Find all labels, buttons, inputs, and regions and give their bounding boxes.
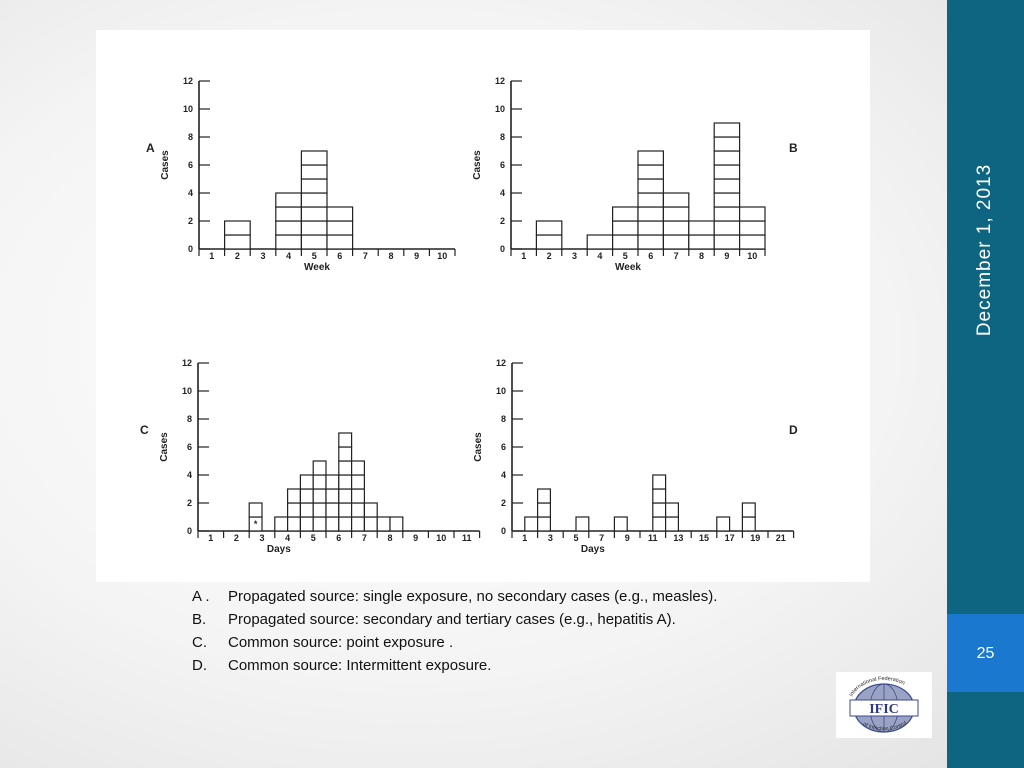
y-tick-label: 12 (181, 358, 192, 368)
y-tick-label: 6 (187, 160, 193, 170)
x-tick-label: 5 (573, 533, 579, 543)
y-tick-label: 12 (182, 76, 193, 86)
x-tick-label: 11 (462, 533, 472, 543)
bar-cell (276, 221, 302, 235)
bar-cell (352, 489, 365, 503)
y-tick-label: 4 (186, 470, 192, 480)
bar-cell (638, 207, 663, 221)
bar-cell (300, 475, 313, 489)
bar-cell (352, 517, 365, 531)
x-tick-label: 6 (648, 251, 654, 261)
x-tick-label: 7 (362, 251, 368, 261)
bar-cell (288, 517, 301, 531)
bar-cell (714, 179, 739, 193)
y-tick-label: 2 (500, 498, 506, 508)
bar-cell (614, 517, 627, 531)
caption-c: C. Common source: point exposure . (192, 634, 454, 651)
bar-cell (536, 235, 561, 249)
bar-cell (740, 207, 765, 221)
x-tick-label: 3 (571, 251, 578, 261)
x-tick-label: 7 (361, 533, 367, 543)
y-tick-label: 2 (499, 216, 505, 226)
bar-cell (276, 193, 302, 207)
x-tick-label: 10 (436, 533, 447, 543)
caption-a: A . Propagated source: single exposure, no secondary cases (e.g., measles). (192, 588, 718, 605)
bar-cell (327, 221, 353, 235)
annotation-label: * (253, 519, 258, 529)
x-tick-label: 4 (597, 251, 603, 261)
y-tick-label: 6 (499, 160, 505, 170)
y-tick-label: 2 (186, 498, 192, 508)
bar-cell (740, 221, 765, 235)
bar-cell (288, 503, 301, 517)
bar-cell (663, 207, 688, 221)
bar-cell (301, 179, 327, 193)
y-tick-label: 10 (181, 386, 192, 396)
bar-cell (301, 235, 327, 249)
caption-b: B. Propagated source: secondary and tertiary cases (e.g., hepatitis A). (192, 611, 676, 628)
bar-cell (300, 517, 313, 531)
y-tick-label: 0 (187, 244, 193, 254)
bar-cell (301, 165, 327, 179)
bar-cell (313, 461, 326, 475)
y-axis-title: Cases (473, 432, 484, 462)
bar-cell (638, 235, 663, 249)
x-tick-label: 3 (259, 533, 265, 543)
bar-cell (275, 517, 288, 531)
bar-cell (249, 503, 262, 517)
bar-cell (714, 165, 739, 179)
y-tick-label: 6 (186, 442, 192, 452)
bar-cell (276, 207, 302, 221)
bar-cell (714, 235, 739, 249)
x-tick-label: 8 (387, 533, 393, 543)
x-tick-label: 1 (208, 533, 214, 543)
y-tick-label: 6 (500, 442, 506, 452)
bar-cell (339, 461, 352, 475)
bar-cell (742, 517, 755, 531)
x-tick-label: 8 (698, 251, 705, 261)
y-axis-title: Cases (472, 150, 483, 180)
y-tick-label: 0 (499, 244, 505, 254)
bar-cell (740, 235, 765, 249)
x-tick-label: 5 (311, 251, 317, 261)
x-tick-label: 1 (522, 533, 528, 543)
bar-cell (653, 475, 666, 489)
bar-cell (638, 193, 663, 207)
x-axis-title: Week (615, 262, 641, 273)
bar-cell (326, 475, 339, 489)
bar-cell (689, 235, 714, 249)
globe-logo-icon (836, 672, 932, 738)
bar-cell (653, 517, 666, 531)
bar-cell (339, 517, 352, 531)
bar-cell (313, 517, 326, 531)
bar-cell (327, 235, 353, 249)
y-tick-label: 0 (186, 526, 192, 536)
x-tick-label: 7 (599, 533, 605, 543)
bar-cell (714, 207, 739, 221)
bar-cell (364, 517, 377, 531)
x-tick-label: 9 (624, 533, 630, 543)
y-tick-label: 8 (500, 414, 506, 424)
y-axis-title: Cases (160, 150, 171, 180)
bar-cell (613, 207, 638, 221)
x-tick-label: 2 (546, 251, 552, 261)
bar-cell (666, 503, 679, 517)
bar-cell (339, 503, 352, 517)
bar-cell (326, 517, 339, 531)
bar-cell (327, 207, 353, 221)
bar-cell (313, 503, 326, 517)
x-axis-title: Days (266, 544, 291, 555)
bar-cell (300, 489, 313, 503)
ific-logo (836, 672, 932, 738)
panel-letter: C (140, 423, 149, 437)
bar-cell (352, 475, 365, 489)
chart-b (464, 36, 814, 286)
logo-acronym: IFIC (869, 702, 899, 717)
panel-letter: B (789, 141, 798, 155)
bar-cell (326, 489, 339, 503)
bar-cell (714, 151, 739, 165)
bar-cell (638, 179, 663, 193)
bar-cell (663, 193, 688, 207)
bar-cell (377, 517, 390, 531)
x-tick-label: 17 (724, 533, 735, 543)
bar-cell (301, 221, 327, 235)
bar-cell (352, 503, 365, 517)
y-tick-label: 10 (494, 104, 505, 114)
bar-cell (536, 221, 561, 235)
bar-cell (689, 221, 714, 235)
x-tick-label: 10 (437, 251, 448, 261)
y-tick-label: 12 (494, 76, 505, 86)
x-tick-label: 19 (750, 533, 761, 543)
x-tick-label: 3 (547, 533, 553, 543)
bar-cell (638, 165, 663, 179)
bar-cell (276, 235, 302, 249)
bar-cell (326, 503, 339, 517)
bar-cell (576, 517, 589, 531)
bar-cell (339, 447, 352, 461)
chart-c (136, 318, 476, 568)
chart-a (140, 36, 470, 286)
x-tick-label: 2 (234, 251, 240, 261)
bar-cell (339, 475, 352, 489)
bar-cell (390, 517, 403, 531)
logo-bottom-text: of Infection Control (861, 720, 909, 733)
bar-cell (742, 503, 755, 517)
bar-cell (613, 221, 638, 235)
y-tick-label: 10 (182, 104, 193, 114)
bar-cell (538, 517, 551, 531)
x-tick-label: 7 (673, 251, 679, 261)
y-tick-label: 4 (500, 470, 506, 480)
x-tick-label: 1 (209, 251, 215, 261)
page-number: 25 (947, 614, 1024, 692)
x-tick-label: 8 (388, 251, 394, 261)
x-tick-label: 2 (233, 533, 239, 543)
bar-cell (352, 461, 365, 475)
x-tick-label: 10 (747, 251, 758, 261)
bar-cell (225, 221, 251, 235)
panel-letter: A (146, 141, 155, 155)
bar-cell (288, 489, 301, 503)
y-tick-label: 12 (495, 358, 506, 368)
bar-cell (638, 151, 663, 165)
bar-cell (714, 137, 739, 151)
date-label: December 1, 2013 (974, 163, 995, 337)
y-tick-label: 4 (499, 188, 505, 198)
bar-cell (587, 235, 612, 249)
bar-cell (714, 123, 739, 137)
bar-cell (714, 193, 739, 207)
bar-cell (301, 193, 327, 207)
bar-cell (339, 433, 352, 447)
bar-cell (638, 221, 663, 235)
bar-cell (663, 235, 688, 249)
x-tick-label: 5 (310, 533, 316, 543)
x-tick-label: 9 (413, 533, 419, 543)
x-axis-title: Week (304, 262, 330, 273)
bar-cell (339, 489, 352, 503)
x-tick-label: 6 (336, 533, 342, 543)
bar-cell (301, 207, 327, 221)
x-tick-label: 5 (622, 251, 628, 261)
y-tick-label: 10 (495, 386, 506, 396)
y-tick-label: 0 (500, 526, 506, 536)
bar-cell (538, 489, 551, 503)
chart-d (464, 318, 814, 568)
y-tick-label: 8 (186, 414, 192, 424)
bar-cell (313, 489, 326, 503)
y-tick-label: 4 (187, 188, 193, 198)
x-tick-label: 21 (775, 533, 786, 543)
y-tick-label: 8 (187, 132, 193, 142)
y-axis-title: Cases (159, 432, 170, 462)
x-tick-label: 3 (260, 251, 266, 261)
bar-cell (538, 503, 551, 517)
x-tick-label: 4 (285, 533, 291, 543)
bar-cell (613, 235, 638, 249)
y-tick-label: 2 (187, 216, 193, 226)
x-tick-label: 4 (286, 251, 292, 261)
bar-cell (301, 151, 327, 165)
x-tick-label: 9 (724, 251, 730, 261)
x-axis-title: Days (580, 544, 605, 555)
x-tick-label: 6 (337, 251, 343, 261)
x-tick-label: 1 (521, 251, 527, 261)
bar-cell (525, 517, 538, 531)
x-tick-label: 9 (414, 251, 420, 261)
bar-cell (364, 503, 377, 517)
caption-d: D. Common source: Intermittent exposure. (192, 657, 492, 674)
y-tick-label: 8 (499, 132, 505, 142)
bar-cell (666, 517, 679, 531)
bar-cell (653, 489, 666, 503)
bar-cell (714, 221, 739, 235)
bar-cell (300, 503, 313, 517)
panel-letter: D (789, 423, 798, 437)
logo-top-text: International Federation (848, 675, 906, 698)
x-tick-label: 11 (648, 533, 658, 543)
bar-cell (663, 221, 688, 235)
x-tick-label: 13 (673, 533, 684, 543)
caption-list (192, 585, 852, 677)
bar-cell (653, 503, 666, 517)
bar-cell (225, 235, 251, 249)
x-tick-label: 15 (698, 533, 710, 543)
bar-cell (313, 475, 326, 489)
bar-cell (717, 517, 730, 531)
